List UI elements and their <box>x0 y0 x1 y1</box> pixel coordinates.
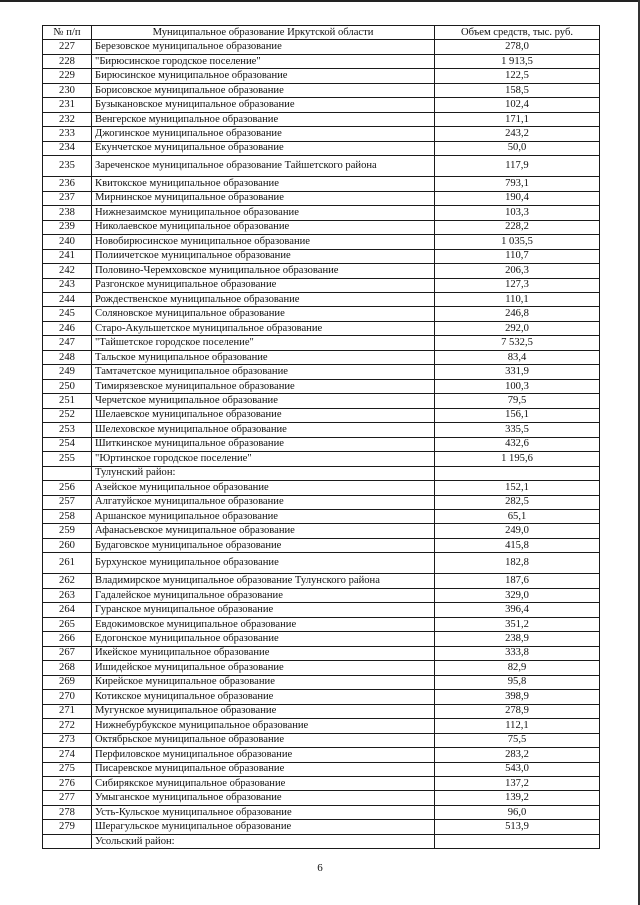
row-number: 238 <box>43 206 92 220</box>
table-row <box>43 690 600 704</box>
table-row <box>43 510 600 524</box>
municipality-name: Усольский район: <box>92 834 435 848</box>
funding-amount: 79,5 <box>435 394 600 408</box>
row-number: 275 <box>43 762 92 776</box>
table-row <box>43 350 600 364</box>
funding-amount: 127,3 <box>435 278 600 292</box>
funding-amount: 171,1 <box>435 112 600 126</box>
row-number: 233 <box>43 127 92 141</box>
row-number: 264 <box>43 603 92 617</box>
municipality-name: Котикское муниципальное образование <box>92 690 435 704</box>
row-number: 241 <box>43 249 92 263</box>
funding-amount: 278,0 <box>435 40 600 54</box>
municipality-name: Черчетское муниципальное образование <box>92 394 435 408</box>
row-number: 231 <box>43 98 92 112</box>
table-row <box>43 191 600 205</box>
row-number: 269 <box>43 675 92 689</box>
funding-amount: 331,9 <box>435 365 600 379</box>
municipality-name: Едогонское муниципальное образование <box>92 632 435 646</box>
funding-amount: 415,8 <box>435 538 600 552</box>
municipality-name: Бурхунское муниципальное образование <box>92 553 435 574</box>
row-number: 239 <box>43 220 92 234</box>
page-number: 6 <box>317 862 323 874</box>
municipality-name: Зареченское муниципальное образование Тайшетского района <box>92 156 435 177</box>
table-row <box>43 661 600 675</box>
funding-amount: 329,0 <box>435 588 600 602</box>
funding-amount: 432,6 <box>435 437 600 451</box>
table-row <box>43 156 600 177</box>
funding-amount: 1 195,6 <box>435 452 600 466</box>
municipality-name: Полиичетское муниципальное образование <box>92 249 435 263</box>
municipality-name: Соляновское муниципальное образование <box>92 307 435 321</box>
table-row <box>43 524 600 538</box>
table-row <box>43 235 600 249</box>
municipality-name: "Бирюсинское городское поселение" <box>92 54 435 68</box>
municipality-name: Нижнезаимское муниципальное образование <box>92 206 435 220</box>
funding-amount: 82,9 <box>435 661 600 675</box>
row-number: 262 <box>43 574 92 588</box>
municipality-name: Афанасьевское муниципальное образование <box>92 524 435 538</box>
municipality-name: "Тайшетское городское поселение" <box>92 336 435 350</box>
table-row <box>43 719 600 733</box>
table-row <box>43 603 600 617</box>
table-row <box>43 495 600 509</box>
municipality-name: Октябрьское муниципальное образование <box>92 733 435 747</box>
table-row <box>43 588 600 602</box>
funding-amount: 278,9 <box>435 704 600 718</box>
row-number: 278 <box>43 805 92 819</box>
row-number: 235 <box>43 156 92 177</box>
table-row <box>43 379 600 393</box>
row-number: 253 <box>43 423 92 437</box>
scan-edge-top <box>0 0 640 2</box>
funding-amount: 100,3 <box>435 379 600 393</box>
row-number: 228 <box>43 54 92 68</box>
municipality-name: Березовское муниципальное образование <box>92 40 435 54</box>
row-number: 247 <box>43 336 92 350</box>
funding-amount: 246,8 <box>435 307 600 321</box>
funding-amount: 1 913,5 <box>435 54 600 68</box>
municipality-name: Алгатуйское муниципальное образование <box>92 495 435 509</box>
table-row <box>43 40 600 54</box>
municipality-name: Мирнинское муниципальное образование <box>92 191 435 205</box>
table-row <box>43 834 600 848</box>
municipality-name: Шиткинское муниципальное образование <box>92 437 435 451</box>
funding-amount: 110,1 <box>435 292 600 306</box>
table-row <box>43 805 600 819</box>
municipality-name: Джогинское муниципальное образование <box>92 127 435 141</box>
row-number: 268 <box>43 661 92 675</box>
municipality-name: Мугунское муниципальное образование <box>92 704 435 718</box>
funding-amount: 96,0 <box>435 805 600 819</box>
funding-amount: 206,3 <box>435 264 600 278</box>
municipality-name: Екунчетское муниципальное образование <box>92 141 435 155</box>
row-number: 254 <box>43 437 92 451</box>
table-row <box>43 69 600 83</box>
municipality-name: Гуранское муниципальное образование <box>92 603 435 617</box>
municipality-name: Тальское муниципальное образование <box>92 350 435 364</box>
row-number: 267 <box>43 646 92 660</box>
row-number: 263 <box>43 588 92 602</box>
row-number: 245 <box>43 307 92 321</box>
row-number: 232 <box>43 112 92 126</box>
row-number: 265 <box>43 617 92 631</box>
municipality-name: Кирейское муниципальное образование <box>92 675 435 689</box>
funding-amount: 228,2 <box>435 220 600 234</box>
table-row <box>43 632 600 646</box>
municipality-name: Бузыкановское муниципальное образование <box>92 98 435 112</box>
table-row <box>43 538 600 552</box>
funding-amount: 112,1 <box>435 719 600 733</box>
table-row <box>43 141 600 155</box>
municipality-name: Будаговское муниципальное образование <box>92 538 435 552</box>
funding-amount: 543,0 <box>435 762 600 776</box>
table-row <box>43 776 600 790</box>
row-number: 244 <box>43 292 92 306</box>
row-number: 274 <box>43 748 92 762</box>
row-number: 277 <box>43 791 92 805</box>
table-row <box>43 264 600 278</box>
row-number: 257 <box>43 495 92 509</box>
funding-amount: 102,4 <box>435 98 600 112</box>
table-row <box>43 220 600 234</box>
table-row <box>43 365 600 379</box>
table-row <box>43 675 600 689</box>
funding-amount: 122,5 <box>435 69 600 83</box>
table-row <box>43 423 600 437</box>
funding-amount: 249,0 <box>435 524 600 538</box>
row-number: 243 <box>43 278 92 292</box>
funding-amount: 513,9 <box>435 820 600 834</box>
funding-amount: 83,4 <box>435 350 600 364</box>
municipality-name: "Юртинское городское поселение" <box>92 452 435 466</box>
municipality-name: Венгерское муниципальное образование <box>92 112 435 126</box>
municipality-name: Умыганское муниципальное образование <box>92 791 435 805</box>
row-number: 271 <box>43 704 92 718</box>
municipality-name: Сибирякское муниципальное образование <box>92 776 435 790</box>
funding-amount: 243,2 <box>435 127 600 141</box>
row-number: 255 <box>43 452 92 466</box>
row-number: 234 <box>43 141 92 155</box>
table-row <box>43 617 600 631</box>
funding-amount: 103,3 <box>435 206 600 220</box>
funding-amount: 351,2 <box>435 617 600 631</box>
funding-amount: 190,4 <box>435 191 600 205</box>
municipality-name: Тимирязевское муниципальное образование <box>92 379 435 393</box>
row-number: 273 <box>43 733 92 747</box>
funding-amount: 50,0 <box>435 141 600 155</box>
table-row <box>43 481 600 495</box>
table-row <box>43 206 600 220</box>
funding-table <box>42 25 600 849</box>
row-number: 242 <box>43 264 92 278</box>
row-number: 272 <box>43 719 92 733</box>
table-row <box>43 98 600 112</box>
table-row <box>43 762 600 776</box>
funding-amount: 398,9 <box>435 690 600 704</box>
municipality-name: Усть-Кульское муниципальное образование <box>92 805 435 819</box>
funding-amount: 793,1 <box>435 177 600 191</box>
municipality-name: Шелаевское муниципальное образование <box>92 408 435 422</box>
row-number: 276 <box>43 776 92 790</box>
funding-amount: 75,5 <box>435 733 600 747</box>
funding-amount <box>435 834 600 848</box>
funding-amount: 156,1 <box>435 408 600 422</box>
row-number: 279 <box>43 820 92 834</box>
row-number: 249 <box>43 365 92 379</box>
municipality-name: Аршанское муниципальное образование <box>92 510 435 524</box>
row-number: 259 <box>43 524 92 538</box>
table-row <box>43 748 600 762</box>
funding-amount: 65,1 <box>435 510 600 524</box>
table-row <box>43 733 600 747</box>
table-body <box>43 40 600 849</box>
table-row <box>43 307 600 321</box>
row-number: 258 <box>43 510 92 524</box>
municipality-name: Квитокское муниципальное образование <box>92 177 435 191</box>
municipality-name: Тулунский район: <box>92 466 435 480</box>
municipality-name: Бирюсинское муниципальное образование <box>92 69 435 83</box>
municipality-name: Николаевское муниципальное образование <box>92 220 435 234</box>
municipality-name: Азейское муниципальное образование <box>92 481 435 495</box>
municipality-name: Рождественское муниципальное образование <box>92 292 435 306</box>
table-row <box>43 704 600 718</box>
table-row <box>43 452 600 466</box>
funding-amount: 182,8 <box>435 553 600 574</box>
row-number: 229 <box>43 69 92 83</box>
municipality-name: Половино-Черемховское муниципальное образование <box>92 264 435 278</box>
municipality-name: Писаревское муниципальное образование <box>92 762 435 776</box>
funding-amount: 139,2 <box>435 791 600 805</box>
table-header-row <box>43 26 600 40</box>
row-number: 252 <box>43 408 92 422</box>
table-row <box>43 54 600 68</box>
municipality-name: Тамтачетское муниципальное образование <box>92 365 435 379</box>
funding-amount: 7 532,5 <box>435 336 600 350</box>
funding-amount: 282,5 <box>435 495 600 509</box>
funding-amount: 137,2 <box>435 776 600 790</box>
municipality-name: Старо-Акульшетское муниципальное образование <box>92 321 435 335</box>
row-number: 236 <box>43 177 92 191</box>
table-row <box>43 249 600 263</box>
table-row <box>43 112 600 126</box>
row-number: 251 <box>43 394 92 408</box>
municipality-name: Владимирское муниципальное образование Тулунского района <box>92 574 435 588</box>
municipality-name: Гадалейское муниципальное образование <box>92 588 435 602</box>
table-row <box>43 292 600 306</box>
row-number: 261 <box>43 553 92 574</box>
table-row <box>43 394 600 408</box>
row-number: 240 <box>43 235 92 249</box>
table-row <box>43 408 600 422</box>
municipality-name: Борисовское муниципальное образование <box>92 83 435 97</box>
municipality-name: Шерагульское муниципальное образование <box>92 820 435 834</box>
row-number: 260 <box>43 538 92 552</box>
table-row <box>43 466 600 480</box>
row-number: 256 <box>43 481 92 495</box>
row-number <box>43 834 92 848</box>
funding-amount: 1 035,5 <box>435 235 600 249</box>
table-row <box>43 336 600 350</box>
funding-amount: 238,9 <box>435 632 600 646</box>
municipality-name: Икейское муниципальное образование <box>92 646 435 660</box>
funding-amount: 110,7 <box>435 249 600 263</box>
funding-amount: 283,2 <box>435 748 600 762</box>
table-row <box>43 437 600 451</box>
funding-amount: 187,6 <box>435 574 600 588</box>
funding-amount <box>435 466 600 480</box>
funding-amount: 158,5 <box>435 83 600 97</box>
funding-amount: 333,8 <box>435 646 600 660</box>
row-number: 266 <box>43 632 92 646</box>
table-row <box>43 820 600 834</box>
table-row <box>43 791 600 805</box>
table-row <box>43 646 600 660</box>
table-row <box>43 574 600 588</box>
table-row <box>43 321 600 335</box>
municipality-name: Разгонское муниципальное образование <box>92 278 435 292</box>
row-number: 250 <box>43 379 92 393</box>
funding-amount: 335,5 <box>435 423 600 437</box>
funding-amount: 396,4 <box>435 603 600 617</box>
funding-amount: 117,9 <box>435 156 600 177</box>
funding-amount: 95,8 <box>435 675 600 689</box>
municipality-name: Евдокимовское муниципальное образование <box>92 617 435 631</box>
header-amount: Объем средств, тыс. руб. <box>435 26 600 40</box>
municipality-name: Новобирюсинское муниципальное образование <box>92 235 435 249</box>
row-number: 270 <box>43 690 92 704</box>
municipality-name: Перфиловское муниципальное образование <box>92 748 435 762</box>
table-row <box>43 83 600 97</box>
table-row <box>43 127 600 141</box>
row-number: 230 <box>43 83 92 97</box>
funding-amount: 292,0 <box>435 321 600 335</box>
row-number <box>43 466 92 480</box>
municipality-name: Шелеховское муниципальное образование <box>92 423 435 437</box>
header-municipality: Муниципальное образование Иркутской области <box>92 26 435 40</box>
row-number: 237 <box>43 191 92 205</box>
row-number: 227 <box>43 40 92 54</box>
table-row <box>43 278 600 292</box>
table-row <box>43 177 600 191</box>
table-row <box>43 553 600 574</box>
funding-amount: 152,1 <box>435 481 600 495</box>
header-number: № п/п <box>43 26 92 40</box>
row-number: 248 <box>43 350 92 364</box>
municipality-name: Ишидейское муниципальное образование <box>92 661 435 675</box>
row-number: 246 <box>43 321 92 335</box>
municipality-name: Нижнебурбукское муниципальное образование <box>92 719 435 733</box>
